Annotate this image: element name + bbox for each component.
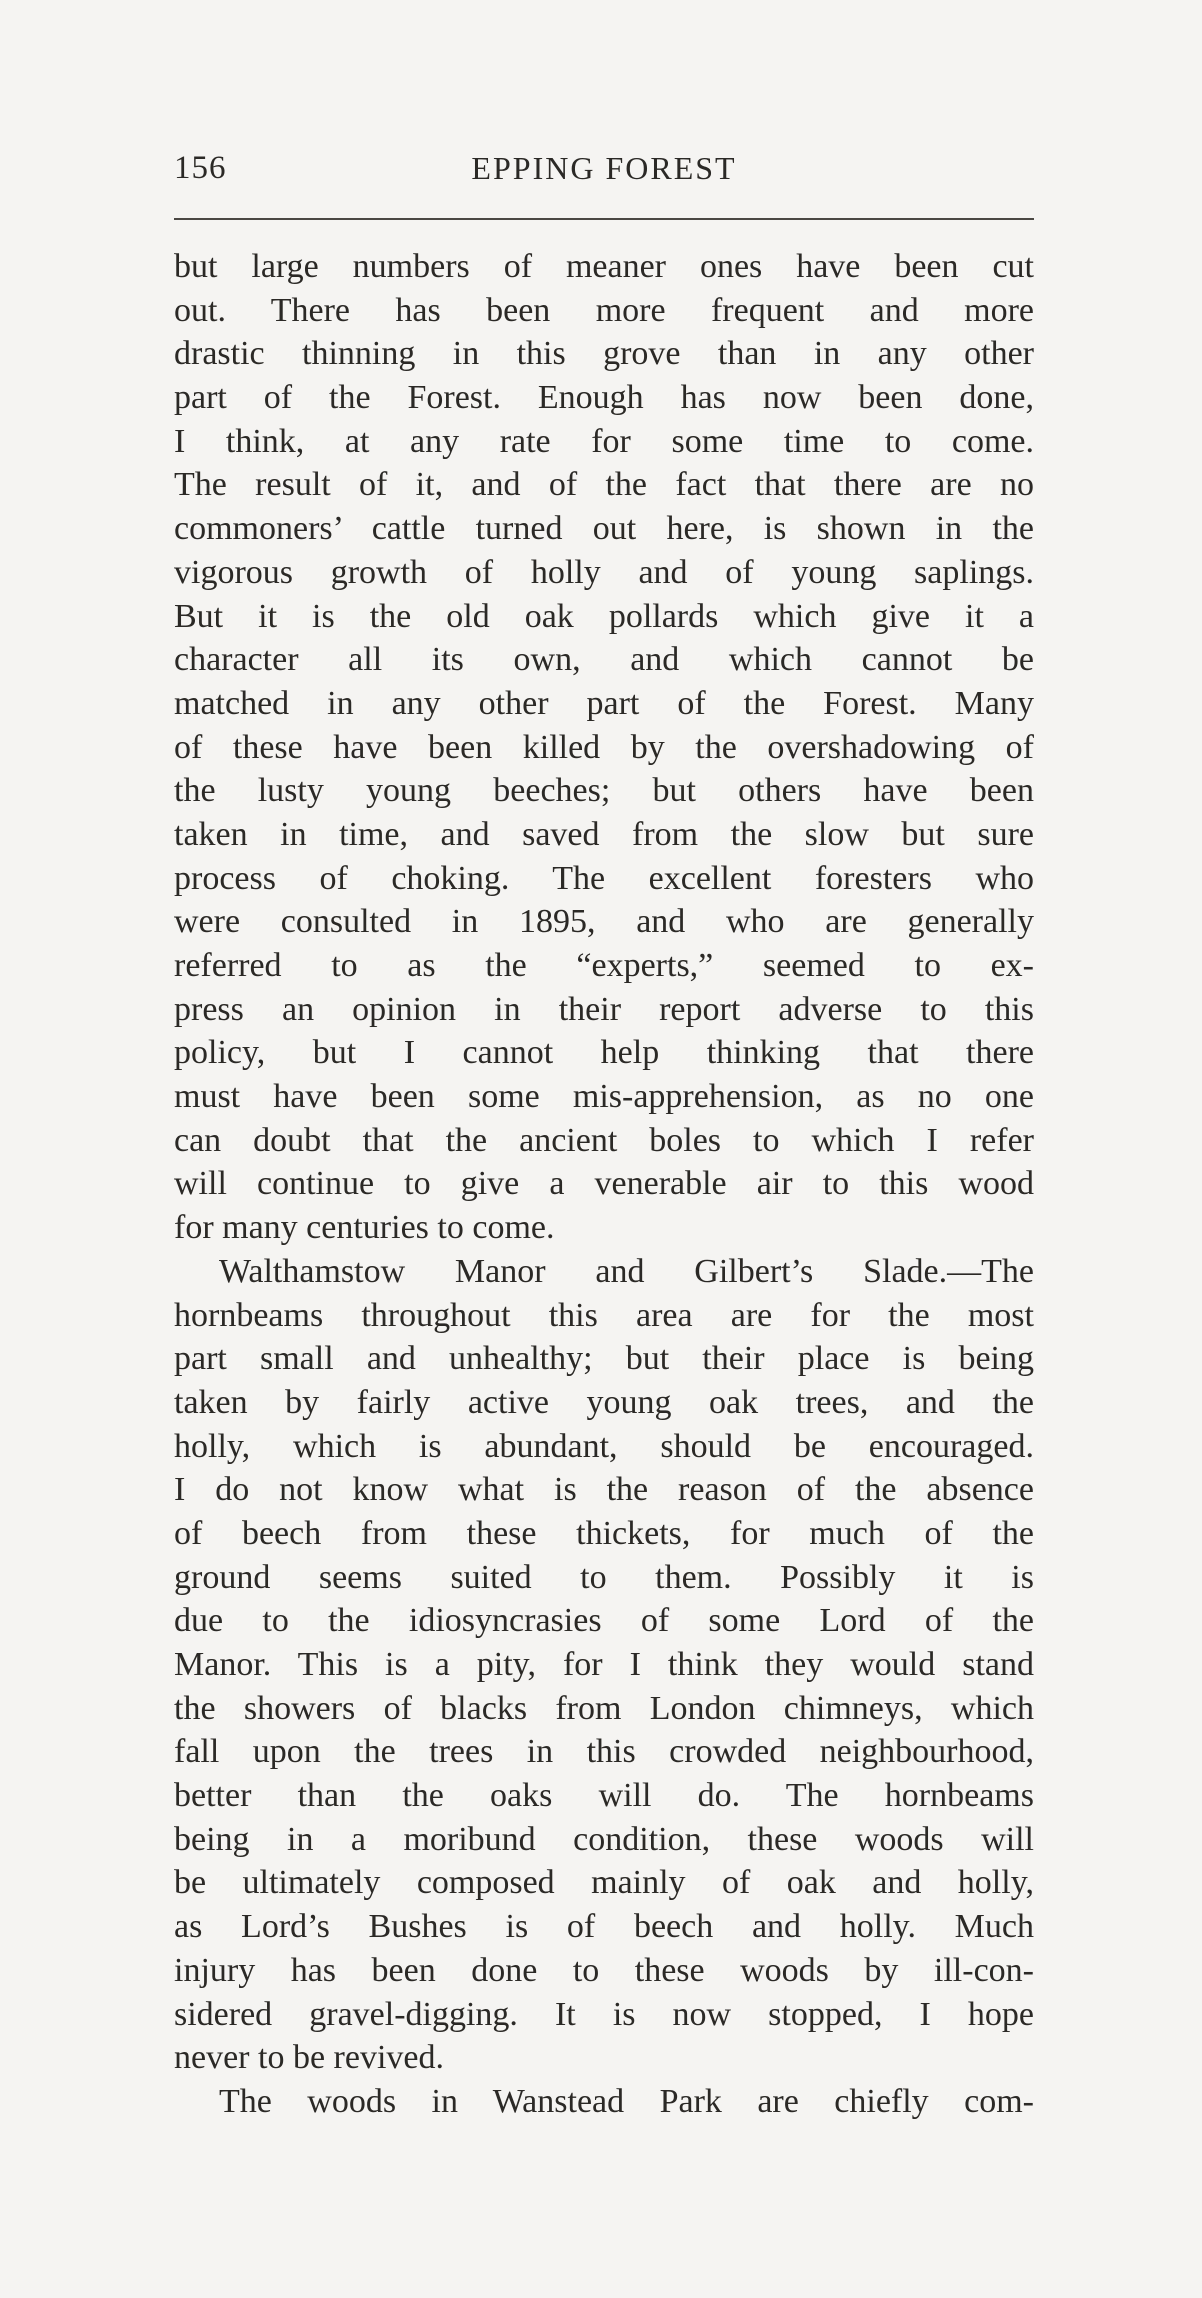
paragraph-end-line: for many centuries to come. [174,1209,555,1247]
text-line: can doubt that the ancient boles to which I refer [174,1121,1034,1159]
text-line: policy, but I cannot help thinking that there [174,1034,1034,1072]
text-line: taken in time, and saved from the slow but sure [174,815,1034,853]
text-line: vigorous growth of holly and of young saplings. [174,553,1034,591]
text-line: I do not know what is the reason of the absence [174,1471,1034,1509]
text-line: drastic thinning in this grove than in any other [174,335,1034,373]
paragraph-end-line: never to be revived. [174,2039,444,2077]
text-line: The result of it, and of the fact that there are no [174,466,1034,504]
text-line: but large numbers of meaner ones have been cut [174,248,1034,285]
text-line: must have been some mis-apprehension, as no one [174,1078,1034,1116]
text-line: better than the oaks will do. The hornbeams [174,1777,1034,1815]
text-line: of beech from these thickets, for much of the [174,1514,1034,1552]
text-line: referred to as the “experts,” seemed to ex- [174,947,1034,984]
paragraph-start-line: The woods in Wanstead Park are chiefly com- [219,2082,1034,2120]
running-head: EPPING FOREST [471,150,737,186]
text-line: process of choking. The excellent foresters who [174,859,1034,897]
text-line: I think, at any rate for some time to come. [174,422,1034,460]
text-line: as Lord’s Bushes is of beech and holly. Much [174,1908,1034,1946]
text-line: Manor. This is a pity, for I think they would stand [174,1646,1034,1683]
page-header [174,150,1034,200]
text-line: press an opinion in their report adverse to this [174,990,1034,1028]
text-line: But it is the old oak pollards which give it a [174,597,1034,635]
text-line: will continue to give a venerable air to this wood [174,1165,1034,1203]
text-line: due to the idiosyncrasies of some Lord of the [174,1602,1034,1640]
text-line: be ultimately composed mainly of oak and holly, [174,1864,1034,1902]
text-line: out. There has been more frequent and more [174,291,1034,329]
text-line: the showers of blacks from London chimneys, which [174,1689,1034,1727]
text-line: character all its own, and which cannot be [174,641,1034,679]
text-line: were consulted in 1895, and who are generally [174,903,1034,941]
page-number: 156 [174,150,227,186]
body-text [174,245,1034,2124]
header-rule [174,218,1034,220]
paragraph-start-line: Walthamstow Manor and Gilbert’s Slade.—The [219,1252,1034,1290]
text-line: of these have been killed by the overshadowing of [174,728,1034,766]
text-line: sidered gravel-digging. It is now stopped, I hope [174,1995,1034,2033]
text-line: commoners’ cattle turned out here, is shown in the [174,510,1034,548]
text-line: fall upon the trees in this crowded neighbourhood, [174,1733,1034,1771]
text-line: injury has been done to these woods by ill-con- [174,1951,1034,1989]
text-line: the lusty young beeches; but others have been [174,772,1034,810]
text-line: holly, which is abundant, should be encouraged. [174,1427,1034,1465]
text-line: part small and unhealthy; but their place is being [174,1340,1034,1378]
text-line: ground seems suited to them. Possibly it is [174,1558,1034,1596]
text-line: taken by fairly active young oak trees, and the [174,1383,1034,1421]
text-line: hornbeams throughout this area are for the most [174,1296,1034,1334]
text-line: being in a moribund condition, these woods will [174,1820,1034,1858]
text-line: matched in any other part of the Forest. Many [174,684,1034,722]
text-line: part of the Forest. Enough has now been done, [174,379,1034,417]
